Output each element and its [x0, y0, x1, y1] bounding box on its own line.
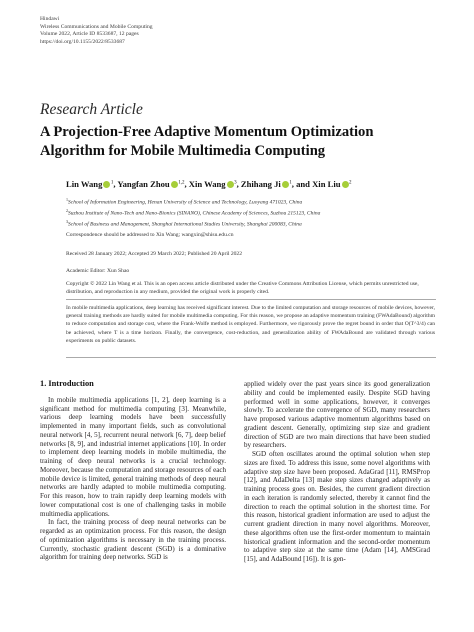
orcid-icon[interactable] — [103, 181, 110, 188]
title-line: A Projection-Free Adaptive Momentum Optimization — [40, 124, 374, 140]
author-affiliation-mark: 1,2 — [178, 180, 185, 186]
author-separator: , and — [291, 179, 313, 189]
author-name[interactable]: Yangfan Zhou — [117, 179, 170, 189]
correspondence-note: Correspondence should be addressed to Xin Wang; wangxin@shisu.edu.cn — [66, 232, 234, 238]
left-column — [40, 380, 226, 562]
abstract-bottom-rule — [66, 357, 436, 358]
author-list — [66, 179, 446, 189]
copyright-notice: Copyright © 2022 Lin Wang et al. This is an open access article distributed under the Creative Commons Attribution License, which permits unrestricted use, distribution, and reproduction in any medium, provided the original work is properly cited. — [66, 281, 419, 296]
body-paragraph: In mobile multimedia applications [1, 2], deep learning is a significant method for multimedia computing [3]. Meanwhile, various deep learning models have been successfully implemented in many important fields, such as convolutional neural network [4, 5], recurrent neural network [6, 7], deep belief networks [8, 9], and industrial internet applications [10]. In order to implement deep learning models in mobile multimedia, the training of deep neural networks is a crucial technology. Moreover, because the computation and storage resources of each mobile device is limited, general training methods of deep neural networks are hardly adapted to mobile multimedia computing. For this reason, how to train rapidly deep learning models with lower computational cost is one of challenging tasks in mobile multimedia applications. — [40, 395, 226, 518]
doi-link[interactable]: https://doi.org/10.1155/2022/8533687 — [40, 38, 125, 45]
journal-header — [40, 16, 153, 46]
body-paragraph: applied widely over the past years since its good generalization ability and could be implemented easily. Despite SGD having performed well in some applications, however, it converges slowly. To accelerate the convergence of SGD, many researchers have proposed various adaptive momentum algorithms based on gradient descent. Generally, optimizing step size and gradient direction of SGD are two main directions that have been studied by researchers. — [244, 380, 430, 450]
affiliations — [66, 196, 320, 228]
section-heading: 1. Introduction — [40, 379, 94, 388]
orcid-icon[interactable] — [227, 181, 234, 188]
author-separator: , — [236, 179, 241, 189]
body-paragraph: SGD often oscillates around the optimal solution when step sizes are fixed. To address this issue, some novel algorithms with adaptive step size have been proposed. AdaGrad [11], RMSProp [12], and AdaDelta [13] make step sizes changed adaptively as training process goes on. Besides, the current gradient direction in each iteration is randomly selected, thereby it cannot find the direction to reach the optimal solution in the shortest time. For this reason, historical gradient information are used to adjust the current gradient direction in many novel algorithms. Moreover, these algorithms often use the first-order momentum to maintain historical gradient information and the second-order momentum to adaptive step size at the same time (Adam [14], AMSGrad [15], and AdaBound [16]). It is gen- — [244, 450, 430, 563]
publication-dates: Received 28 January 2022; Accepted 29 March 2022; Published 20 April 2022 — [66, 251, 243, 257]
title-line: Algorithm for Mobile Multimedia Computing — [40, 143, 326, 159]
right-column — [244, 380, 430, 564]
author-affiliation-mark: 2 — [349, 180, 352, 186]
orcid-icon[interactable] — [171, 181, 178, 188]
body-paragraph: In fact, the training process of deep neural networks can be regarded as an optimization process. For this reason, the design of optimization algorithms is necessary in the training process. Currently, stochastic gradient descent (SGD) is a dominative algorithm for training deep networks. SGD is — [40, 518, 226, 562]
affiliation-item: $^3$School of Business and Management, Shanghai International Studies University, Shanghai 200083, China — [66, 218, 302, 228]
author-name[interactable]: Xin Liu — [312, 179, 341, 189]
orcid-icon[interactable] — [282, 181, 289, 188]
abstract-top-rule — [66, 299, 436, 300]
author-name[interactable]: Xin Wang — [188, 179, 226, 189]
journal-line: Wireless Communications and Mobile Computing — [40, 23, 153, 30]
affiliation-item: $^2$Suzhou Institute of Nano-Tech and Nano-Bionics (SINANO), Chinese Academy of Sciences, Suzhou 215123, China — [66, 207, 321, 217]
author-separator: , — [184, 179, 189, 189]
author-affiliation-mark: 1 — [110, 180, 114, 186]
author-affiliation-mark: 1 — [289, 180, 292, 186]
author-separator: , — [113, 179, 118, 189]
volume-line: Volume 2022, Article ID 8533687, 12 pages — [40, 31, 139, 38]
academic-editor: Academic Editor: Xun Shao — [66, 268, 130, 274]
paper-title — [40, 123, 440, 161]
author-name[interactable]: Zhihang Ji — [240, 179, 281, 189]
publisher-line: Hindawi — [40, 16, 60, 22]
abstract-text: In mobile multimedia applications, deep learning has received significant interest. Due to the limited computation and storage resources of mobile devices, however, general training methods are hardly suited for mobile multimedia computing. For this reason, we propose an adaptive momentum training (FWAdaBound) algorithm to reduce computation and storage cost, where the Frank-Wolfe method is employed. Furthermore, we rigorously prove the regret bound in order that O(T^3/4) can be achieved, where T is a time horizon. Finally, the convergence, cost-reduction, and generalization ability of FWAdaBound are validated through various experiments on public datasets. — [66, 305, 435, 344]
author-name[interactable]: Lin Wang — [66, 179, 103, 189]
article-type: Research Article — [40, 101, 143, 118]
author-affiliation-mark: 3 — [234, 180, 237, 186]
orcid-icon[interactable] — [342, 181, 349, 188]
affiliation-item: $^1$School of Information Engineering, Henan University of Science and Technology, Luoyang 471023, China — [66, 197, 303, 206]
